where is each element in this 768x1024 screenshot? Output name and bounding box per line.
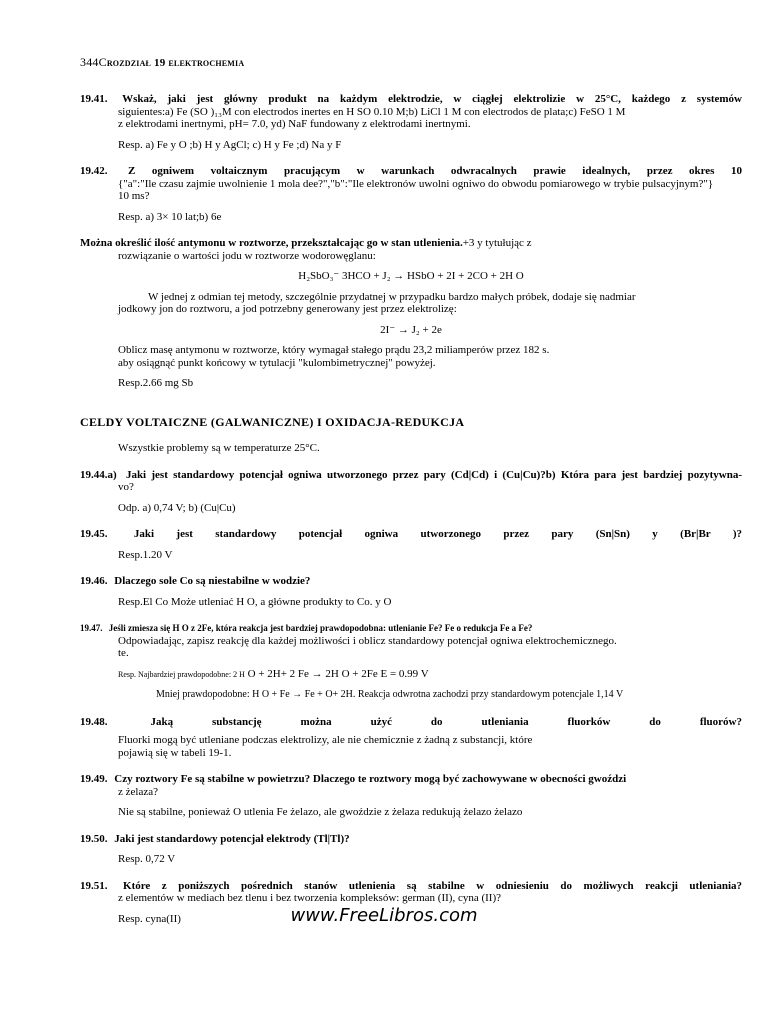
- problem-text-line: vo?: [118, 481, 134, 493]
- problem-answer: Resp.1.20 V: [118, 548, 173, 561]
- problem-answer: Resp.2.66 mg Sb: [118, 377, 194, 389]
- answer-label: Resp. Najbardziej prawdopodobne: 2 H: [118, 669, 245, 679]
- problem-answer: Resp. a) Fe y O ;b) H y AgCl; c) H y Fe ;d) Na y F: [118, 138, 342, 151]
- problem-text: Jaką substancję można użyć do utleniania fluorków do fluorów?: [150, 715, 742, 728]
- problem-question: [80, 575, 742, 588]
- problem-question: [80, 880, 742, 893]
- paragraph-line: aby osiągnąć punkt końcowy w tytulacji "kulombimetrycznej" powyżej.: [118, 356, 436, 369]
- chapter-title: rozdział 19 elektrochemia: [106, 57, 245, 69]
- problem-text-line: z elementów w mediach bez tlenu i bez tworzenia kompleksów: german (II), cyna (II)?: [118, 892, 502, 904]
- problem-number: 19.50.: [80, 832, 108, 845]
- problem-text-line: Odpowiadając, zapisz reakcję dla każdej możliwości i oblicz standardowy potencjał ogniwa elektrochemicznego.: [118, 634, 617, 647]
- problem-number: 19.49.: [80, 773, 108, 785]
- problem-19-48: [80, 716, 742, 760]
- problem-answer: Nie są stabilne, ponieważ O utlenia Fe żelazo, ale gwoździe z żelaza redukują żelazo żelazo: [118, 806, 523, 818]
- problem-text: Jaki jest standardowy potencjał ogniwa utworzonego przez pary (Cd|Cd) i (Cu|Cu)?b) Która para jest bardziej pozytywna-: [125, 468, 742, 481]
- antimony-lead-bold: Można określić ilość antymonu w roztworze, przekształcając go w stan utlenienia.: [80, 237, 463, 249]
- problem-question: [80, 716, 742, 729]
- problem-text-line: Fluorki mogą być utleniane podczas elektrolizy, ale nie chemicznie z żadną z substancji, które: [118, 734, 533, 746]
- antimony-lead: [80, 237, 742, 250]
- problem-number: 19.42.: [80, 165, 108, 177]
- equation: H₂SbO₃⁻ 3HCO + J₂ → HSbO + 2I + 2CO + 2H O: [298, 270, 524, 282]
- problem-question: [80, 93, 742, 106]
- footer-watermark: www.FreeLibros.com: [290, 905, 478, 926]
- problem-text-line: 10 ms?: [118, 190, 150, 202]
- problem-19-50: [80, 833, 742, 866]
- antimony-problem: [80, 237, 742, 390]
- problem-19-49: [80, 773, 742, 819]
- running-header: [80, 55, 244, 70]
- problem-19-42: [80, 165, 742, 223]
- problem-answer: Resp.El Co Może utleniać H O, a główne produkty to Co. y O: [118, 595, 392, 608]
- problem-19-45: [80, 528, 742, 561]
- problem-text: Z ogniwem voltaicznym pracującym w warunkach odwracalnych prawie idealnych, przez okres 10: [128, 165, 742, 177]
- paragraph: W jednej z odmian tej metody, szczególnie przydatnej w przypadku bardzo małych próbek, dodaje się nadmiar: [148, 290, 636, 303]
- problem-text: Wskaż, jaki jest główny produkt na każdym elektrodzie, w ciągłej elektrolizie w 25°C, każdego z systemów: [122, 93, 743, 105]
- problem-text: Jaki jest standardowy potencjał ogniwa utworzonego przez pary (Sn|Sn) y (Br|Br )?: [133, 528, 743, 540]
- problem-question: [80, 622, 742, 635]
- page-number: 344C: [80, 55, 107, 69]
- section-note: Wszystkie problemy są w temperaturze 25°C.: [118, 442, 320, 454]
- problem-question: [80, 528, 742, 541]
- problem-answer: Resp. 0,72 V: [118, 853, 176, 865]
- problem-text-line: pojawią się w tabeli 19-1.: [118, 746, 232, 759]
- problem-number: 19.44.a): [80, 468, 117, 481]
- problem-text-line: rozwiązanie o wartości jodu w roztworze wodorowęglanu:: [118, 249, 376, 262]
- paragraph: Oblicz masę antymonu w roztworze, który wymagał stałego prądu 23,2 miliamperów przez 182 s.: [118, 344, 550, 356]
- problem-text: Dlaczego sole Co są niestabilne w wodzie?: [114, 575, 311, 587]
- problem-text: Które z poniższych pośrednich stanów utlenienia są stabilne w odniesieniu do możliwych reakcji utleniania?: [123, 879, 743, 892]
- antimony-lead-tail: +3 y tytułując z: [462, 237, 532, 249]
- problem-number: 19.48.: [80, 715, 108, 728]
- problem-question: [80, 773, 742, 786]
- problem-answer-alt: Mniej prawdopodobne: H O + Fe → Fe + O+ 2H. Reakcja odwrotna zachodzi przy standardowym potencjale 1,14 V: [156, 689, 624, 700]
- paragraph-line: jodkowy jon do roztworu, a jod potrzebny generowany jest przez elektrolizę:: [118, 303, 457, 315]
- problem-number: 19.41.: [80, 93, 108, 105]
- problem-text-line: z elektrodami inertnymi, pH= 7.0, yd) NaF fundowany z elektrodami inertnymi.: [118, 118, 471, 130]
- problem-answer: Odp. a) 0,74 V; b) (Cu|Cu): [118, 501, 236, 514]
- problem-number: 19.51.: [80, 879, 108, 892]
- problem-question: [80, 469, 742, 482]
- problem-question: [80, 165, 742, 178]
- problem-text-line: z żelaza?: [118, 785, 158, 798]
- problem-text: Jaki jest standardowy potencjał elektrody (Tl|Tl)?: [114, 832, 350, 845]
- problem-question: [80, 833, 742, 846]
- problem-text-line: te.: [118, 647, 129, 659]
- problem-answer: Resp. cyna(II): [118, 912, 181, 925]
- problem-number: 19.46.: [80, 575, 108, 587]
- problem-19-46: [80, 575, 742, 608]
- problem-text: Czy roztwory Fe są stabilne w powietrzu? Dlaczego te roztwory mogą być zachowywane w obecności gwoździ: [114, 773, 627, 785]
- section-heading: CELDY VOLTAICZNE (GALWANICZNE) I OXIDACJA-REDUKCJA: [80, 414, 465, 429]
- equation: 2I⁻ → J₂ + 2e: [380, 323, 442, 336]
- problem-19-47: [80, 622, 742, 702]
- problem-text-line: siguientes:a) Fe (SO )₁₃M con electrodos inertes en H SO 0.10 M;b) LiCl 1 M con electrodos de plata;c) FeSO 1 M: [118, 105, 626, 118]
- answer-equation: O + 2H+ 2 Fe → 2H O + 2Fe E = 0.99 V: [247, 667, 429, 680]
- problem-text-line: {"a":"Ile czasu zajmie uwolnienie 1 mola dee?","b":"Ile elektronów uwolni ogniwo do obwodu pomiarowego w trybie pulsacyjnym?"}: [118, 177, 714, 190]
- problem-number: 19.45.: [80, 528, 108, 540]
- problem-19-44: [80, 469, 742, 515]
- problem-number: 19.47.: [80, 623, 103, 633]
- problem-answer: Resp. a) 3× 10 lat;b) 6e: [118, 210, 222, 223]
- problem-answer: [118, 668, 742, 682]
- problem-text: Jeśli zmiesza się H O z 2Fe, która reakcja jest bardziej prawdopodobna: utlenianie Fe? Fe o redukcja Fe a Fe?: [108, 623, 533, 633]
- problem-19-41: [80, 93, 742, 151]
- page-content: [80, 93, 742, 939]
